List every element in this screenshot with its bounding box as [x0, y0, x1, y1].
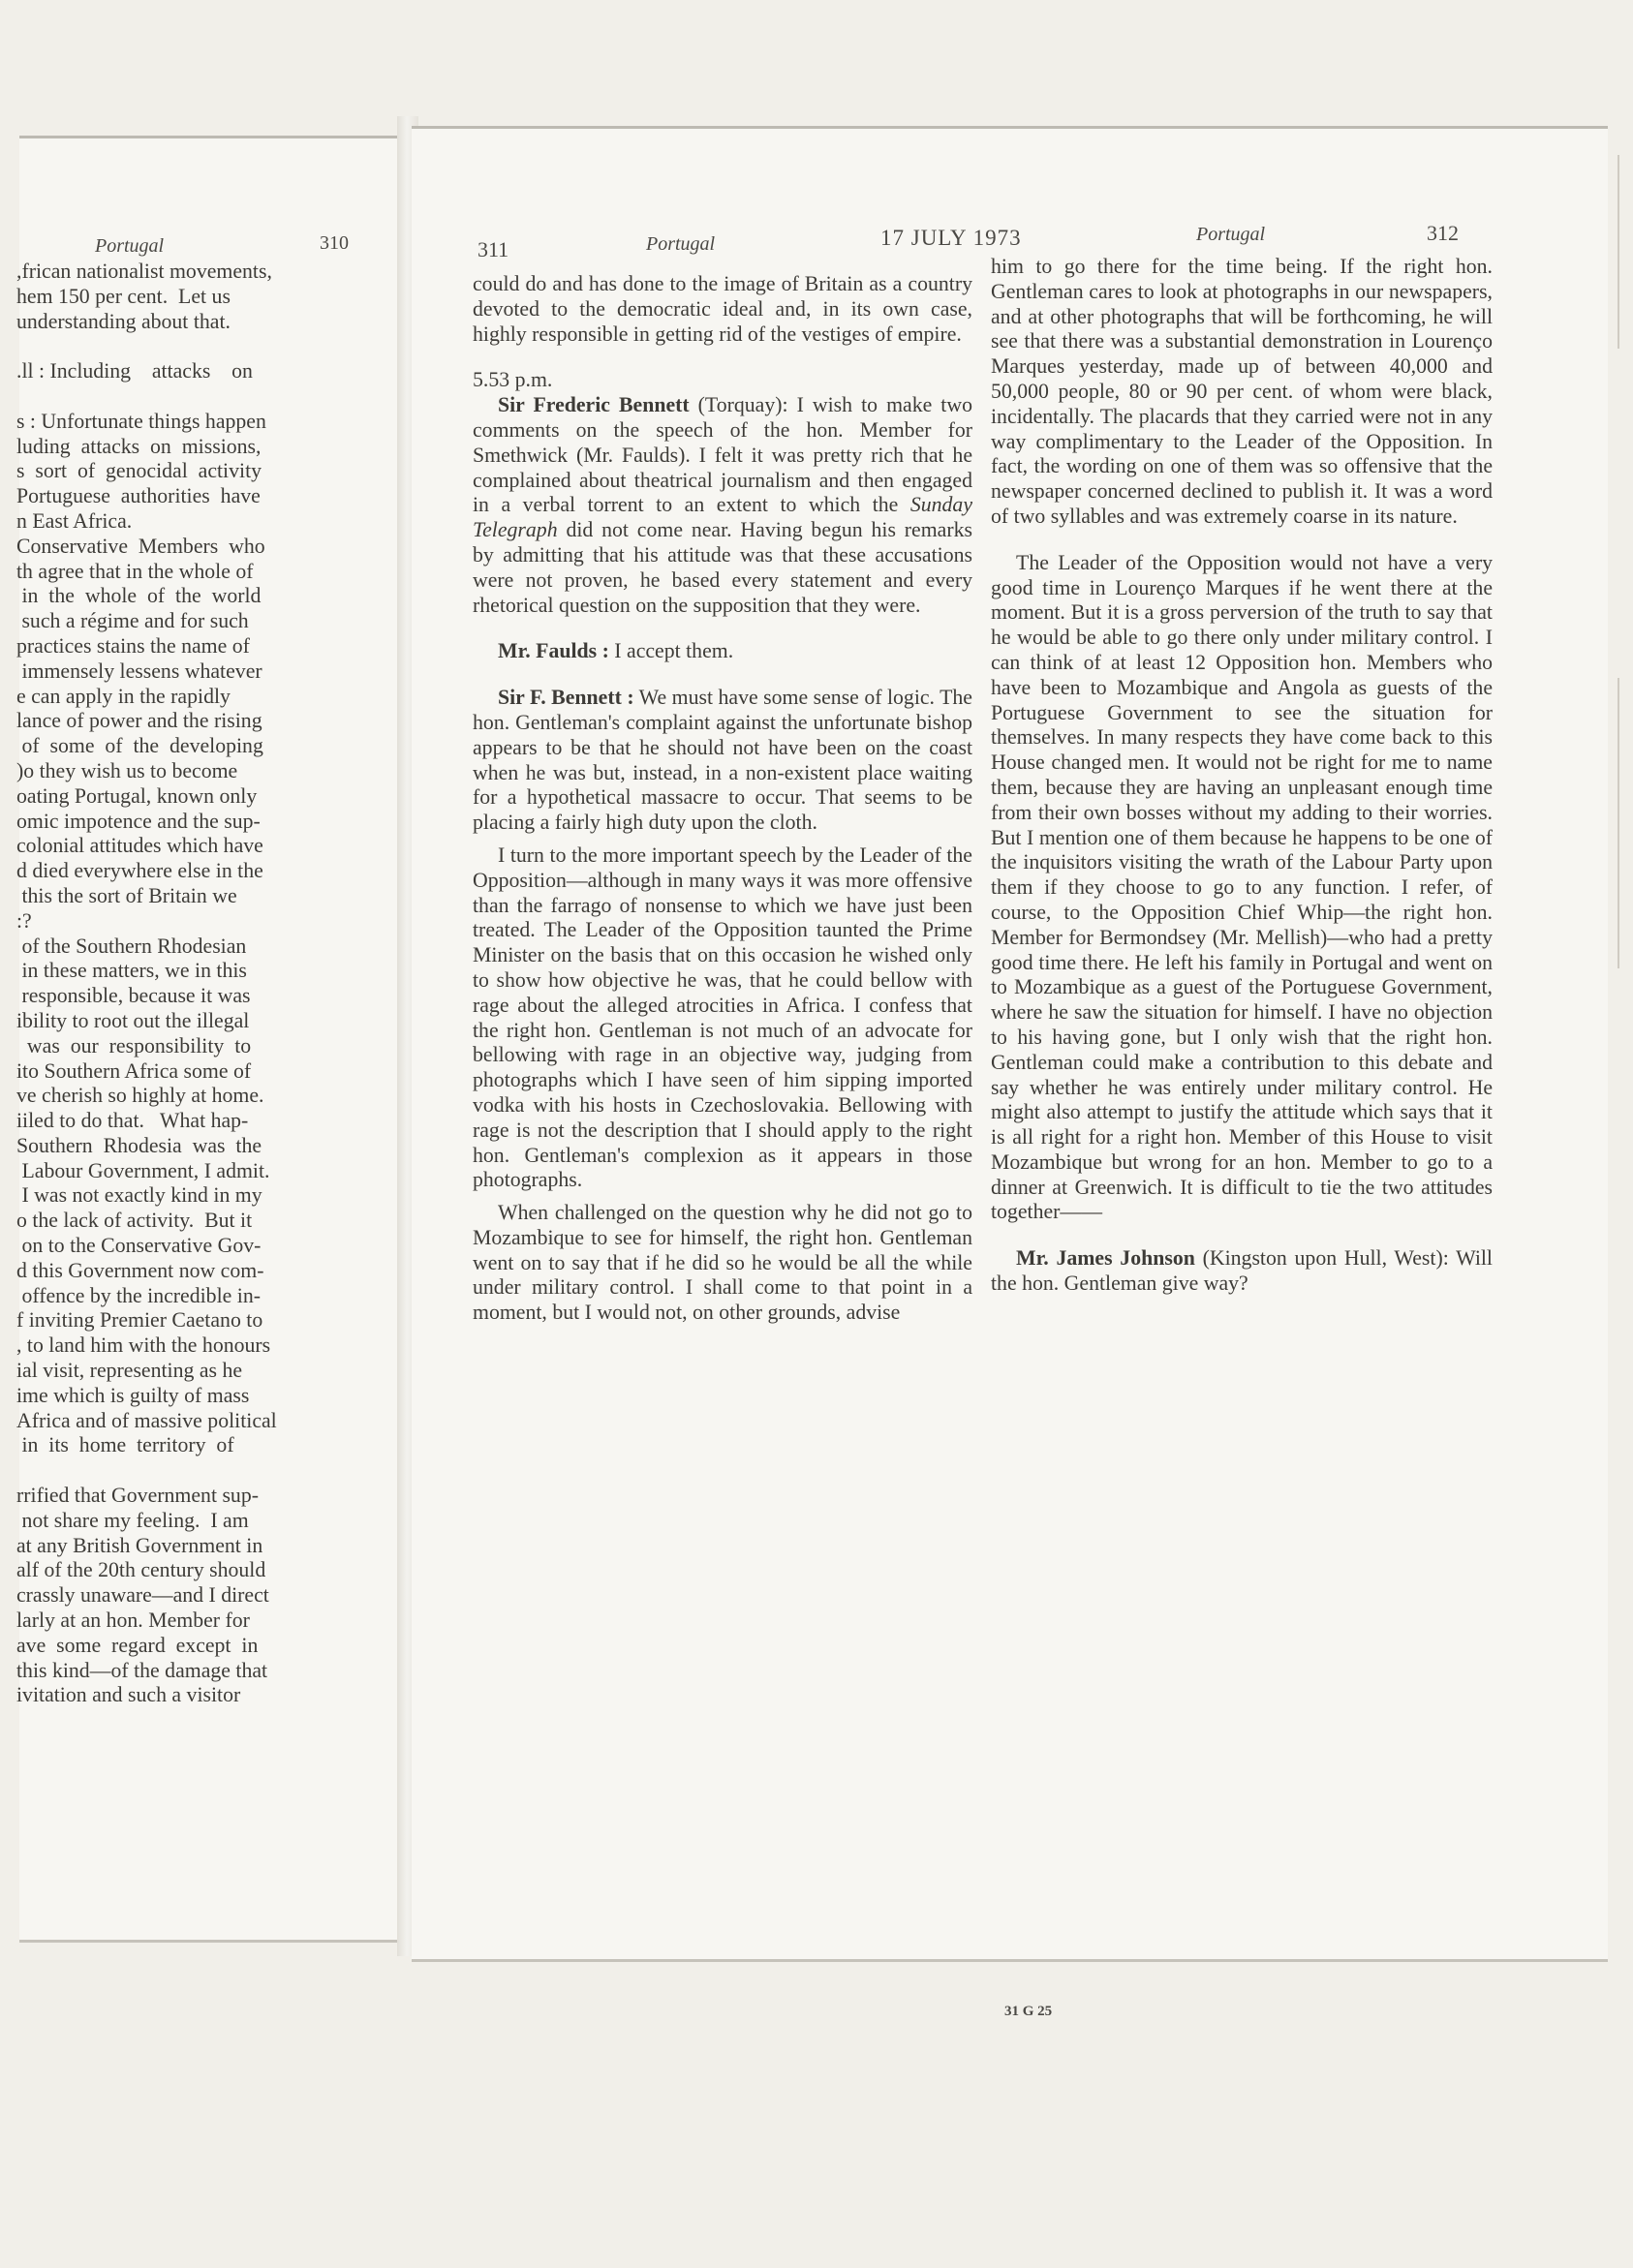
text-line: this kind—of the damage that [16, 1658, 268, 1682]
text-line: omic impotence and the sup- [16, 809, 261, 833]
text-line: d this Government now com- [16, 1258, 264, 1282]
text-line: hem 150 per cent. Let us [16, 284, 231, 308]
speech-johnson [991, 1246, 1493, 1297]
time-stamp: 5.53 p.m. [473, 368, 553, 392]
speech-bennett-2 [473, 686, 972, 836]
text-line: colonial attitudes which have [16, 834, 263, 858]
text-line: ito Southern Africa some of [16, 1058, 252, 1083]
text-line: crassly unaware—and I direct [16, 1583, 269, 1608]
text-line: practices stains the name of [16, 633, 250, 658]
middle-running-title: Portugal [646, 233, 716, 255]
text-line: th agree that in the whole of [16, 559, 254, 583]
text-line: s sort of genocidal activity [16, 459, 262, 483]
text-line: ial visit, representing as he [16, 1359, 243, 1383]
paragraph: him to go there for the time being. If the right hon. Gentleman cares to look at photographs in our newspapers, and at other photographs that will be forthcoming, he will see that there was a substantial demonstration in Lourenço Marques yesterday, made up of between 40,000 and 50,000 people, 80 or 90 per cent. of whom were black, incidentally. The placards that they carried were not in any way complimentary to the Leader of the Opposition. In fact, the wording on one of them was so offensive that the newspaper concerned declined to publish it. It was a word of two syllables and was extremely coarse in its nature. [991, 255, 1493, 528]
printer-mark: 31 G 25 [1004, 2004, 1053, 2019]
text-line: n East Africa. [16, 508, 133, 533]
text-line: understanding about that. [16, 309, 231, 333]
middle-page-number: 311 [478, 237, 509, 261]
text-line: Conservative Members who [16, 534, 265, 558]
blank-line [16, 334, 380, 359]
speech-text: (Torquay): I wish to make two comments on the speech of the hon. Member for Smethwick (Mr. Faulds). I felt it was pretty rich that he complained about theatrical journalism and then engaged in a verbal torrent to an extent to which the [473, 393, 972, 517]
speaker-name: Mr. Faulds : [498, 639, 609, 663]
speech-text: did not come near. Having begun his remarks by admitting that his attitude was that these accusations were not proven, he based every statement and every rhetorical question on the supposition that they were. [473, 518, 972, 617]
text-line: offence by the incredible in- [16, 1283, 261, 1307]
blank-line [16, 384, 380, 410]
text-line: Southern Rhodesia was the [16, 1133, 262, 1157]
text-line: rrified that Government sup- [16, 1484, 259, 1508]
text-line: :? [16, 908, 32, 933]
text-line: ime which is guilty of mass [16, 1383, 250, 1407]
text-line: f inviting Premier Caetano to [16, 1308, 263, 1333]
text-line: iiled to do that. What hap- [16, 1109, 249, 1133]
left-column-text [16, 260, 380, 1708]
text-line: of the Southern Rhodesian [16, 934, 247, 958]
page-date: 17 JULY 1973 [880, 226, 1022, 250]
text-line: Labour Government, I admit. [16, 1158, 270, 1182]
left-page [16, 136, 402, 1943]
text-line: ibility to root out the illegal [16, 1008, 250, 1032]
newspaper-name: Sunday Telegraph [473, 493, 972, 542]
paragraph: could do and has done to the image of Britain as a country devoted to the democratic ideal and, in its own case, highly responsible in getting rid of the vestiges of empire. [473, 272, 972, 346]
text-line: ivitation and such a visitor [16, 1683, 241, 1707]
right-column [991, 255, 1493, 1297]
middle-column [473, 272, 972, 1326]
right-page-number: 312 [1427, 221, 1459, 245]
text-line: ave some regard except in [16, 1633, 259, 1657]
right-page [412, 126, 1608, 2019]
speech-text: We must have some sense of logic. The hon. Gentleman's complaint against the unfortunate bishop appears to be that he should not have been on the coast when he was but, instead, in a non-existent place waiting for a hypothetical massacre to occur. That seems to be placing a fairly high duty upon the cloth. [473, 686, 972, 835]
speech-text: I accept them. [608, 639, 734, 663]
text-line: in these matters, we in this [16, 959, 247, 983]
text-line: of some of the developing [16, 734, 263, 758]
speech-text: (Kingston upon Hull, West): Will the hon. Gentleman give way? [991, 1246, 1493, 1296]
text-line: was our responsibility to [16, 1033, 252, 1057]
text-line: in the whole of the world [16, 584, 262, 608]
left-running-title: Portugal [95, 235, 165, 257]
text-line: luding attacks on missions, [16, 434, 262, 458]
text-line: responsible, because it was [16, 984, 251, 1008]
left-page-number: 310 [320, 232, 349, 254]
text-line: larly at an hon. Member for [16, 1609, 250, 1633]
paragraph: I turn to the more important speech by the Leader of the Opposition—although in many ways it was more offensive than the farrago of nonsense to which we have just been treated. The Leader of the Opposition taunted the Prime Minister on the basis that on this occasion he wished only to show how objective he was, that he could bellow with rage about the alleged atrocities in Africa. I confess that the right hon. Gentleman is not much of an advocate for bellowing with rage in an objective way, judging from photographs which I have seen of him sipping imported vodka with his hosts in Czechoslovakia. Bellowing with rage is not the description that I should apply to the right hon. Gentleman's complexion as it appears in those photographs. [473, 843, 972, 1192]
text-line: , to land him with the honours [16, 1333, 271, 1358]
text-line: not share my feeling. I am [16, 1508, 249, 1532]
text-line: I was not exactly kind in my [16, 1183, 262, 1208]
text-line: o the lack of activity. But it [16, 1209, 253, 1233]
text-line: ve cherish so highly at home. [16, 1084, 264, 1108]
text-line: this the sort of Britain we [16, 883, 237, 907]
text-line: Africa and of massive political [16, 1408, 277, 1432]
paragraph: The Leader of the Opposition would not have a very good time in Lourenço Marques if he went there at the moment. But it is a gross perversion of the truth to say that he would be able to go there only under military control. I can think of at least 12 Opposition hon. Members who have been to Mozambique and Angola as guests of the Portuguese Government to see the situation for themselves. In many respects they have come back to this House changed men. It would not be right for me to name them, because they are having an unpleasant enough time from their own bosses without my adding to their worries. But I mention one of them because he happens to be one of the inquisitors visiting the wrath of the Labour Party upon them if they choose to go to any function. I refer, of course, to the Opposition Chief Whip—the right hon. Member for Bermondsey (Mr. Mellish)—who had a pretty good time there. He left his family in Portugal and went on to Mozambique as a guest of the Portuguese Government, where he saw the situation for himself. I have no objection to his having gone, but I only wish that the right hon. Gentleman could make a contribution to this debate and say whether he was entirely under military control. He might also attempt to justify the attitude which says that it is all right for a right hon. Member of this House to visit Mozambique but wrong for an hon. Member to go to a dinner at Greenwich. It is difficult to tie the two attitudes together—— [991, 550, 1493, 1224]
text-line: immensely lessens whatever [16, 659, 262, 683]
text-line: d died everywhere else in the [16, 859, 263, 883]
speaker-name: Sir F. Bennett : [498, 686, 634, 710]
speech-faulds [473, 639, 972, 664]
speaker-name: Mr. James Johnson [1016, 1246, 1195, 1271]
edge-shadow [1618, 678, 1619, 968]
text-line: on to the Conservative Gov- [16, 1234, 262, 1258]
text-line: ,frican nationalist movements, [16, 260, 272, 283]
speaker-name: Sir Frederic Bennett [498, 393, 690, 417]
paragraph: When challenged on the question why he did not go to Mozambique to see for himself, the right hon. Gentleman went on to say that if he did so he would be all the while under military control. I shall come to that point in a moment, but I would not, on other grounds, advise [473, 1201, 972, 1325]
text-line: s : Unfortunate things happen [16, 409, 266, 433]
text-line: alf of the 20th century should [16, 1558, 266, 1582]
edge-shadow [1618, 155, 1619, 349]
right-running-title: Portugal [1196, 224, 1266, 245]
text-line: )o they wish us to become [16, 758, 238, 782]
blank-line [16, 1458, 380, 1484]
text-line: in its home territory of [16, 1433, 234, 1457]
text-line: lance of power and the rising [16, 709, 262, 733]
text-line: oating Portugal, known only [16, 783, 258, 808]
text-line: e can apply in the rapidly [16, 684, 231, 708]
text-line: Portuguese authorities have [16, 484, 261, 508]
speech-bennett [473, 393, 972, 618]
text-line: such a régime and for such [16, 609, 249, 633]
text-line: at any British Government in [16, 1533, 263, 1557]
text-line: .ll : Including attacks on [16, 359, 253, 383]
